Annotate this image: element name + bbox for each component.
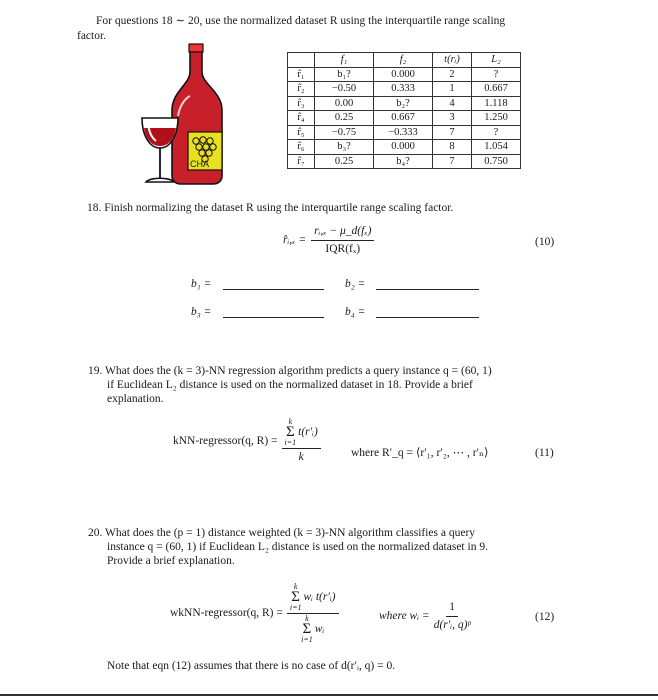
q20-eq-number: (12) — [535, 611, 555, 623]
intro-line-1: For questions 18 ∼ 20, use the normalized dataset R using the interquartile range scaling — [96, 15, 506, 27]
table-cell: −0.333 — [374, 125, 433, 140]
q19-eq-lhs: kNN-regressor(q, R) = — [173, 435, 278, 447]
q20-equation — [170, 583, 339, 644]
table-cell: 0.000 — [374, 67, 433, 82]
b1-answer-line[interactable] — [223, 289, 324, 290]
table-cell: 1.250 — [472, 111, 521, 126]
table-row — [288, 125, 521, 140]
intro-line-2: factor. — [77, 30, 107, 42]
table-row — [288, 111, 521, 126]
table-header-row — [288, 53, 521, 68]
header-cell: f₁ — [315, 53, 374, 68]
b1-label: b₁ = — [191, 278, 212, 290]
q18-eq-lhs: r̂ᵢ,ₓ = — [283, 234, 307, 246]
q18-denominator: IQR(fₓ) — [325, 243, 361, 255]
q20-line-2: instance q = (60, 1) if Euclidean L₂ distance is used on the normalized dataset in 9. — [107, 541, 488, 553]
sum-lower-limit: i=1 — [301, 635, 313, 644]
data-table — [287, 52, 521, 169]
q19-line-1: 19. What does the (k = 3)-NN regression algorithm predicts a query instance q = (60, 1) — [88, 365, 492, 377]
b3-answer-line[interactable] — [223, 317, 324, 318]
q19-sum-term: t(r′ᵢ) — [298, 426, 318, 438]
table-cell: r̂₂ — [288, 82, 315, 97]
header-cell — [288, 53, 315, 68]
table-cell: 8 — [433, 140, 472, 155]
table-cell: 7 — [433, 154, 472, 169]
table-cell: 0.25 — [315, 111, 374, 126]
table-cell: r̂₅ — [288, 125, 315, 140]
q20-numerator — [287, 583, 339, 614]
table-cell: 0.667 — [472, 82, 521, 97]
table-row — [288, 96, 521, 111]
q20-weight-def — [379, 600, 471, 633]
table-cell: 1.054 — [472, 140, 521, 155]
table-cell: b₁? — [315, 67, 374, 82]
table-cell: ? — [472, 125, 521, 140]
q20-weight-denominator: d(r′ᵢ, q)ᵖ — [433, 619, 471, 631]
q20-weight-numerator: 1 — [446, 600, 458, 617]
q18-numerator: rᵢ,ₓ − μ_d(fₓ) — [311, 224, 374, 241]
table-cell: 0.333 — [374, 82, 433, 97]
header-cell: f₂ — [374, 53, 433, 68]
b4-label: b₄ = — [345, 306, 366, 318]
q19-fraction — [282, 418, 321, 465]
table-cell: 2 — [433, 67, 472, 82]
q18-text: 18. Finish normalizing the dataset R using the interquartile range scaling factor. — [87, 202, 454, 214]
q20-num-sum — [290, 583, 302, 612]
q19-where: where R′_q = ⟨r′₁, r′₂, ⋯ , r′ₙ⟩ — [351, 447, 489, 459]
table-cell: 0.00 — [315, 96, 374, 111]
table-cell: b₂? — [374, 96, 433, 111]
bottle-label-text: CHA — [190, 159, 210, 169]
sum-upper-limit: k — [288, 417, 293, 426]
sum-lower-limit: i=1 — [289, 603, 302, 612]
wine-illustration — [138, 40, 238, 190]
q20-line-1: 20. What does the (p = 1) distance weighted (k = 3)-NN algorithm classifies a query — [88, 527, 476, 539]
q20-fraction — [287, 583, 339, 644]
q18-fraction — [311, 224, 374, 257]
q20-numerator-term: wᵢ t(r′ᵢ) — [303, 591, 336, 603]
q19-equation — [173, 418, 321, 465]
b4-answer-line[interactable] — [376, 317, 479, 318]
sum-symbol: Σ — [302, 621, 312, 637]
q20-line-3: Provide a brief explanation. — [107, 555, 235, 567]
q19-line-3: explanation. — [107, 393, 164, 405]
q19-eq-number: (11) — [535, 447, 554, 459]
table-cell: −0.50 — [315, 82, 374, 97]
b3-label: b₃ = — [191, 306, 212, 318]
sum-upper-limit: k — [305, 614, 309, 623]
table-cell: 1 — [433, 82, 472, 97]
q20-where: where wᵢ = — [379, 610, 430, 622]
table-row — [288, 140, 521, 155]
q18-equation — [283, 224, 374, 257]
q20-eq-lhs: wkNN-regressor(q, R) = — [170, 607, 283, 619]
q20-weight-fraction — [434, 600, 471, 633]
table-cell: 0.000 — [374, 140, 433, 155]
q18-eq-number: (10) — [535, 236, 555, 248]
table-cell: r̂₇ — [288, 154, 315, 169]
q20-denominator — [301, 614, 324, 644]
table-cell: r̂₄ — [288, 111, 315, 126]
header-cell: L₂ — [472, 53, 521, 68]
q19-denominator: k — [298, 451, 304, 463]
q19-line-2: if Euclidean L₂ distance is used on the normalized dataset in 18. Provide a brief — [107, 379, 473, 391]
q19-numerator — [282, 418, 321, 449]
table-cell: 7 — [433, 125, 472, 140]
sum-symbol: Σ — [291, 589, 301, 605]
table-cell: r̂₃ — [288, 96, 315, 111]
table-cell: 0.667 — [374, 111, 433, 126]
sum-symbol: Σ — [285, 424, 295, 440]
table-cell: ? — [472, 67, 521, 82]
table-row — [288, 82, 521, 97]
table-row — [288, 67, 521, 82]
q20-den-sum — [301, 615, 313, 644]
sum-lower-limit: i=1 — [284, 438, 297, 447]
b2-answer-line[interactable] — [376, 289, 479, 290]
table-cell: r̂₁ — [288, 67, 315, 82]
page-bottom-rule — [0, 694, 658, 696]
q20-denominator-term: wᵢ — [314, 623, 325, 635]
table-cell: 1.118 — [472, 96, 521, 111]
table-cell: −0.75 — [315, 125, 374, 140]
sum-upper-limit: k — [293, 582, 298, 591]
table-cell: 3 — [433, 111, 472, 126]
table-cell: 0.750 — [472, 154, 521, 169]
table-row — [288, 154, 521, 169]
b2-label: b₂ = — [345, 278, 366, 290]
table-cell: r̂₆ — [288, 140, 315, 155]
header-cell: t(rᵢ) — [433, 53, 472, 68]
table-cell: b₃? — [315, 140, 374, 155]
table-cell: 0.25 — [315, 154, 374, 169]
q19-sum — [285, 418, 297, 447]
table-cell: 4 — [433, 96, 472, 111]
q20-note: Note that eqn (12) assumes that there is no case of d(r′ᵢ, q) = 0. — [107, 660, 396, 672]
table-cell: b₄? — [374, 154, 433, 169]
